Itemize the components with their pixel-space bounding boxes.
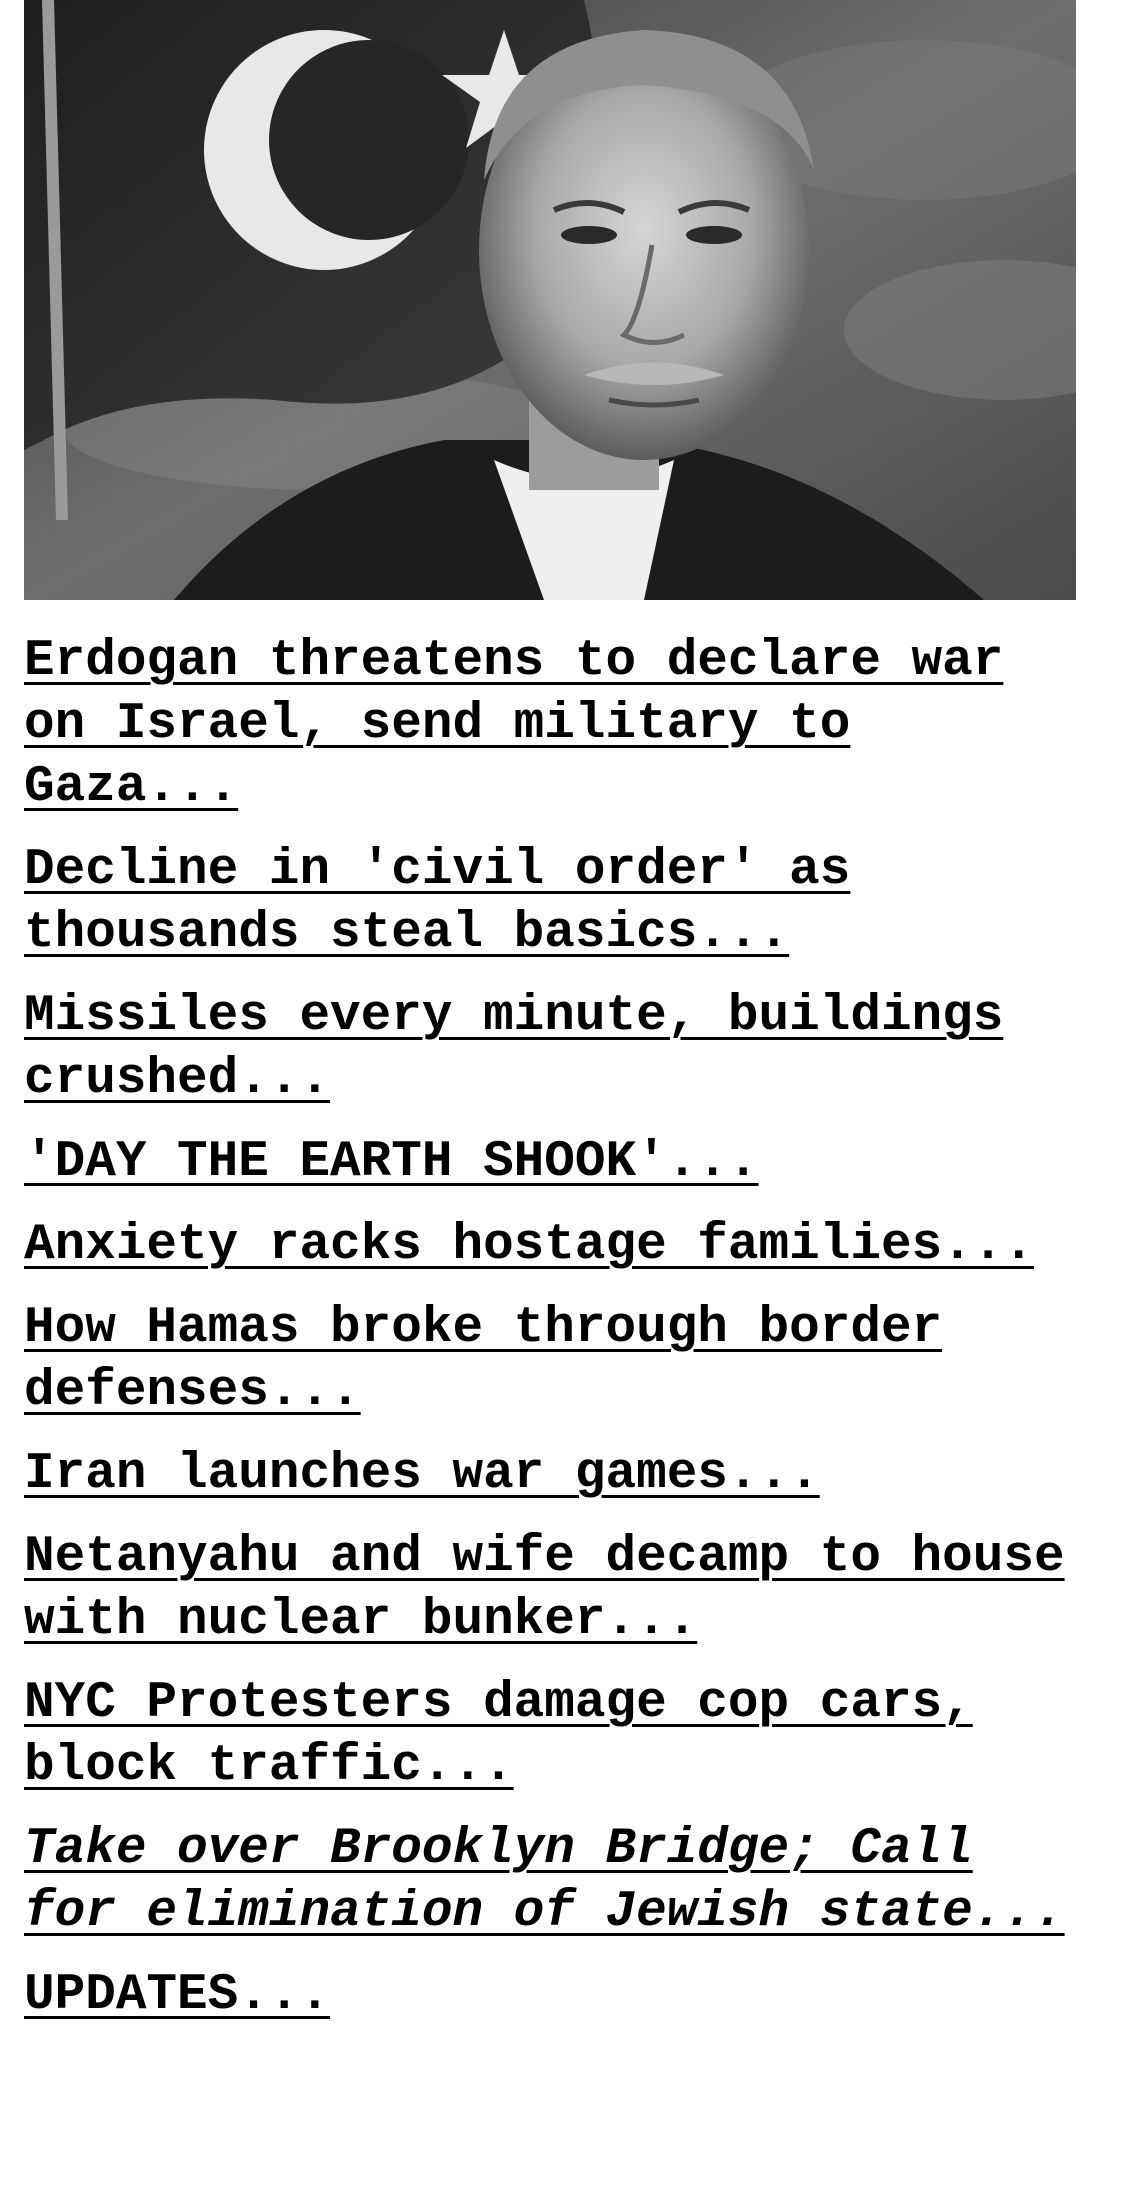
headline-list [24, 630, 1084, 2047]
updates-link[interactable]: UPDATES... [24, 1967, 331, 2024]
headline-link[interactable]: Anxiety racks hostage families... [24, 1217, 1034, 1274]
headline-link[interactable]: Erdogan threatens to declare war on Israel, send military to Gaza... [24, 633, 1004, 816]
hero-photo[interactable] [24, 0, 1076, 600]
headline-link[interactable]: Netanyahu and wife decamp to house with nuclear bunker... [24, 1529, 1065, 1649]
headline-link[interactable]: Missiles every minute, buildings crushed... [24, 988, 1004, 1108]
headline-link[interactable]: How Hamas broke through border defenses... [24, 1300, 943, 1420]
headline-link[interactable]: Iran launches war games... [24, 1446, 820, 1503]
portrait-photo-icon [24, 0, 1076, 600]
headline-link[interactable]: 'DAY THE EARTH SHOOK'... [24, 1134, 759, 1191]
headline-link[interactable]: NYC Protesters damage cop cars, block traffic... [24, 1675, 973, 1795]
headline-link[interactable]: Take over Brooklyn Bridge; Call for elimination of Jewish state... [24, 1821, 1065, 1941]
headline-link[interactable]: Decline in 'civil order' as thousands steal basics... [24, 842, 851, 962]
